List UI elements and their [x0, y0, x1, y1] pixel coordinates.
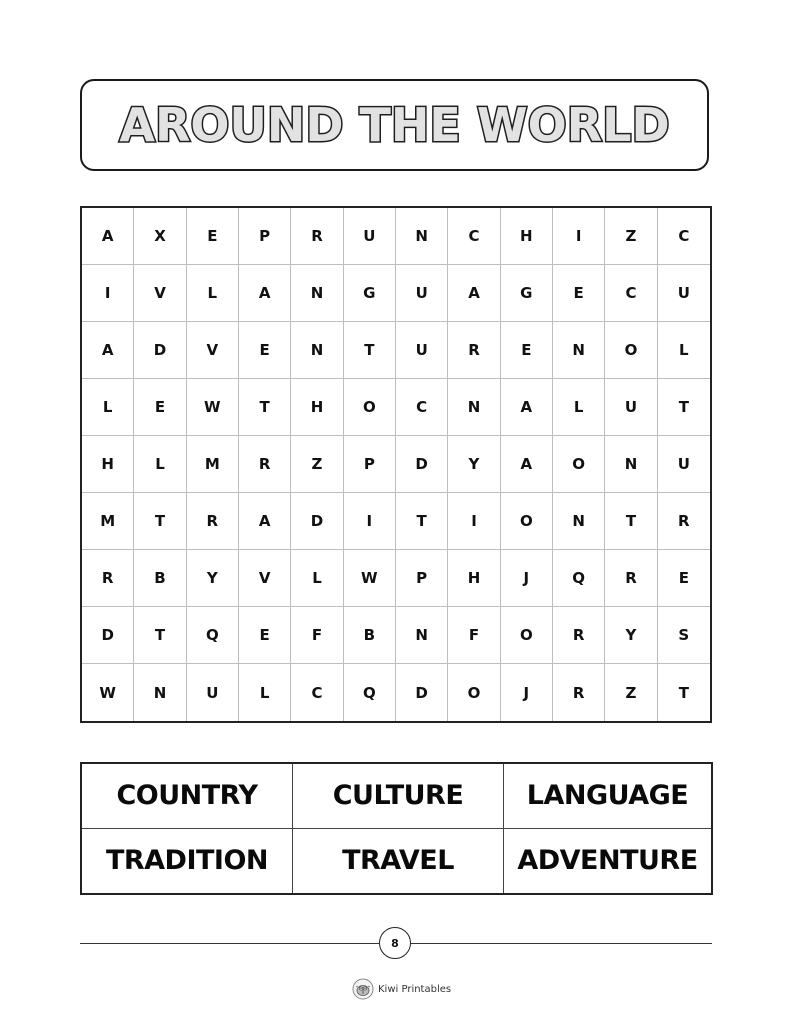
grid-cell[interactable]: Y: [187, 550, 239, 607]
grid-cell[interactable]: W: [187, 379, 239, 436]
grid-cell[interactable]: B: [134, 550, 186, 607]
grid-cell[interactable]: Y: [605, 607, 657, 664]
grid-cell[interactable]: E: [134, 379, 186, 436]
grid-cell[interactable]: R: [605, 550, 657, 607]
grid-cell[interactable]: Y: [448, 436, 500, 493]
grid-cell[interactable]: L: [82, 379, 134, 436]
grid-cell[interactable]: O: [605, 322, 657, 379]
word-item-tradition: TRADITION: [82, 829, 293, 894]
grid-cell[interactable]: P: [396, 550, 448, 607]
grid-cell[interactable]: A: [501, 379, 553, 436]
grid-cell[interactable]: E: [239, 322, 291, 379]
grid-cell[interactable]: G: [501, 265, 553, 322]
grid-cell[interactable]: W: [82, 664, 134, 721]
grid-cell[interactable]: H: [501, 208, 553, 265]
grid-cell[interactable]: T: [134, 493, 186, 550]
grid-cell[interactable]: H: [291, 379, 343, 436]
grid-cell[interactable]: I: [553, 208, 605, 265]
grid-cell[interactable]: H: [448, 550, 500, 607]
grid-cell[interactable]: L: [187, 265, 239, 322]
grid-cell[interactable]: R: [239, 436, 291, 493]
grid-cell[interactable]: R: [658, 493, 710, 550]
grid-cell[interactable]: A: [448, 265, 500, 322]
grid-cell[interactable]: N: [396, 208, 448, 265]
grid-cell[interactable]: U: [658, 436, 710, 493]
grid-cell[interactable]: N: [396, 607, 448, 664]
grid-cell[interactable]: D: [134, 322, 186, 379]
grid-cell[interactable]: N: [291, 322, 343, 379]
grid-cell[interactable]: T: [239, 379, 291, 436]
grid-cell[interactable]: T: [344, 322, 396, 379]
grid-cell[interactable]: A: [82, 208, 134, 265]
grid-cell[interactable]: F: [448, 607, 500, 664]
grid-cell[interactable]: A: [82, 322, 134, 379]
word-item-culture: CULTURE: [293, 764, 504, 829]
grid-cell[interactable]: R: [553, 607, 605, 664]
grid-cell[interactable]: C: [291, 664, 343, 721]
grid-cell[interactable]: D: [82, 607, 134, 664]
page-title: AROUND THE WORLD: [119, 98, 670, 152]
word-search-grid: [80, 206, 712, 723]
grid-cell[interactable]: C: [448, 208, 500, 265]
word-item-language: LANGUAGE: [504, 764, 711, 829]
grid-cell[interactable]: H: [82, 436, 134, 493]
grid-cell[interactable]: N: [448, 379, 500, 436]
grid-cell[interactable]: T: [605, 493, 657, 550]
grid-cell[interactable]: A: [239, 265, 291, 322]
grid-cell[interactable]: Q: [187, 607, 239, 664]
title-banner: [80, 79, 709, 171]
grid-cell[interactable]: U: [187, 664, 239, 721]
grid-cell[interactable]: E: [239, 607, 291, 664]
brand-name: Kiwi Printables: [378, 983, 452, 995]
grid-cell[interactable]: M: [82, 493, 134, 550]
grid-cell[interactable]: U: [658, 265, 710, 322]
grid-cell[interactable]: I: [448, 493, 500, 550]
page-number-label: 8: [391, 936, 399, 950]
grid-cell[interactable]: X: [134, 208, 186, 265]
grid-cell[interactable]: L: [658, 322, 710, 379]
grid-cell[interactable]: Z: [291, 436, 343, 493]
grid-cell[interactable]: N: [605, 436, 657, 493]
grid-cell[interactable]: Q: [344, 664, 396, 721]
page-number: [379, 927, 411, 959]
grid-cell[interactable]: R: [187, 493, 239, 550]
grid-cell[interactable]: B: [344, 607, 396, 664]
grid-cell[interactable]: D: [291, 493, 343, 550]
grid-cell[interactable]: L: [239, 664, 291, 721]
grid-cell[interactable]: E: [658, 550, 710, 607]
grid-cell[interactable]: V: [187, 322, 239, 379]
grid-cell[interactable]: S: [658, 607, 710, 664]
grid-cell[interactable]: O: [448, 664, 500, 721]
grid-cell[interactable]: L: [291, 550, 343, 607]
grid-cell[interactable]: E: [553, 265, 605, 322]
grid-cell[interactable]: M: [187, 436, 239, 493]
grid-cell[interactable]: O: [344, 379, 396, 436]
grid-cell[interactable]: L: [553, 379, 605, 436]
grid-cell[interactable]: D: [396, 664, 448, 721]
grid-cell[interactable]: W: [344, 550, 396, 607]
grid-cell[interactable]: U: [396, 322, 448, 379]
grid-cell[interactable]: N: [553, 493, 605, 550]
grid-cell[interactable]: I: [344, 493, 396, 550]
grid-cell[interactable]: P: [239, 208, 291, 265]
word-item-country: COUNTRY: [82, 764, 293, 829]
grid-cell[interactable]: Z: [605, 664, 657, 721]
word-item-travel: TRAVEL: [293, 829, 504, 894]
grid-cell[interactable]: E: [501, 322, 553, 379]
grid-cell[interactable]: J: [501, 664, 553, 721]
grid-cell[interactable]: C: [605, 265, 657, 322]
grid-cell[interactable]: P: [344, 436, 396, 493]
grid-cell[interactable]: G: [344, 265, 396, 322]
footer-divider-left: [80, 943, 379, 944]
grid-cell[interactable]: D: [396, 436, 448, 493]
kiwi-bird-icon: [352, 978, 374, 1000]
grid-cell[interactable]: U: [396, 265, 448, 322]
grid-cell[interactable]: V: [239, 550, 291, 607]
grid-cell[interactable]: U: [605, 379, 657, 436]
grid-cell[interactable]: N: [134, 664, 186, 721]
grid-cell[interactable]: A: [501, 436, 553, 493]
grid-cell[interactable]: N: [291, 265, 343, 322]
grid-cell[interactable]: O: [501, 493, 553, 550]
grid-cell[interactable]: T: [134, 607, 186, 664]
grid-cell[interactable]: O: [501, 607, 553, 664]
grid-cell[interactable]: R: [82, 550, 134, 607]
grid-cell[interactable]: L: [134, 436, 186, 493]
grid-cell[interactable]: Z: [605, 208, 657, 265]
grid-cell[interactable]: E: [187, 208, 239, 265]
grid-cell[interactable]: V: [134, 265, 186, 322]
word-item-adventure: ADVENTURE: [517, 845, 698, 877]
grid-cell[interactable]: T: [678, 683, 689, 702]
grid-cell[interactable]: N: [553, 322, 605, 379]
grid-cell[interactable]: R: [553, 664, 605, 721]
grid-cell[interactable]: A: [239, 493, 291, 550]
grid-cell[interactable]: T: [658, 379, 710, 436]
grid-cell[interactable]: U: [344, 208, 396, 265]
brand-logo: [352, 978, 451, 1000]
grid-cell[interactable]: R: [448, 322, 500, 379]
grid-cell[interactable]: F: [291, 607, 343, 664]
grid-cell[interactable]: O: [553, 436, 605, 493]
grid-cell[interactable]: T: [396, 493, 448, 550]
grid-cell[interactable]: C: [396, 379, 448, 436]
grid-cell[interactable]: J: [501, 550, 553, 607]
footer-divider-right: [411, 943, 712, 944]
grid-cell[interactable]: C: [658, 208, 710, 265]
grid-cell[interactable]: R: [291, 208, 343, 265]
word-list: [80, 762, 713, 895]
grid-cell[interactable]: Q: [553, 550, 605, 607]
grid-cell[interactable]: I: [82, 265, 134, 322]
